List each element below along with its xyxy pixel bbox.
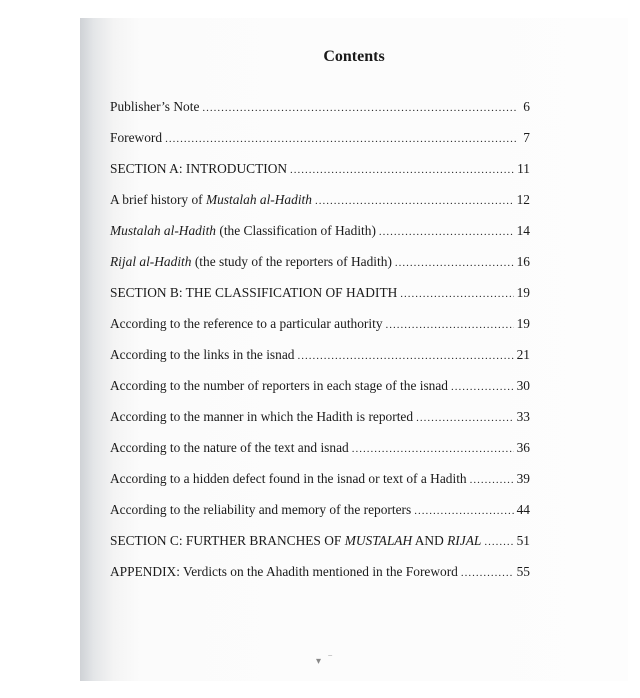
toc-entry-title	[110, 285, 397, 301]
toc-entry	[110, 378, 530, 409]
toc-title-part: Foreword	[110, 130, 163, 145]
toc-page-number: 44	[516, 502, 530, 517]
dot-leader	[386, 319, 514, 331]
toc-title-part: According to the number of reporters in each stage of the isnad	[110, 378, 448, 393]
toc-entry-title	[110, 440, 349, 456]
toc-page-number: 12	[516, 192, 530, 207]
toc-entry	[110, 285, 530, 316]
book-page	[80, 18, 628, 681]
toc-entry-title	[110, 99, 199, 115]
toc-title-part: SECTION C: FURTHER BRANCHES OF	[110, 533, 345, 548]
toc-entry-title	[110, 130, 162, 146]
dot-leader	[352, 443, 514, 455]
dot-leader	[379, 226, 514, 238]
dot-leader	[202, 102, 517, 114]
toc-page-number: 14	[516, 223, 530, 238]
toc-page-number: 19	[516, 316, 530, 331]
toc-entry	[110, 502, 530, 533]
toc-page-number: 33	[516, 409, 530, 424]
toc-title-italic-part: RIJAL	[447, 533, 482, 548]
toc-entry-title	[110, 223, 376, 239]
toc-title-part: AND	[412, 533, 448, 548]
dot-leader	[484, 536, 513, 548]
dot-leader	[461, 567, 514, 579]
toc-page-number: 55	[516, 564, 530, 579]
toc-entry-title	[110, 564, 458, 580]
toc-page-number: 16	[516, 254, 530, 269]
toc-title-part: A brief history of	[110, 192, 206, 207]
toc-title-italic-part: Mustalah al-Hadith	[205, 192, 312, 207]
toc-entry-title	[110, 161, 287, 177]
toc-entry	[110, 471, 530, 502]
toc-entry-title	[110, 316, 383, 332]
toc-entry	[110, 564, 530, 595]
dot-leader	[451, 381, 514, 393]
toc-title-part: (the Classification of Hadith)	[216, 223, 376, 238]
toc-entry-title	[110, 192, 312, 208]
toc-entry	[110, 99, 530, 130]
toc-title-part: According to the nature of the text and isnad	[110, 440, 349, 455]
toc-page-number: 6	[523, 99, 530, 114]
toc-page-number: 51	[516, 533, 530, 548]
toc-title-part: (the study of the reporters of Hadith)	[191, 254, 392, 269]
toc-page-number: 7	[523, 130, 530, 145]
toc-title-part: According to the reference to a particular authority	[110, 316, 383, 331]
dot-leader	[416, 412, 514, 424]
toc-entry	[110, 223, 530, 254]
toc-entry	[110, 409, 530, 440]
toc-title-part: APPENDIX: Verdicts on the Ahadith mentioned in the Foreword	[110, 564, 458, 579]
toc-title-part: SECTION A: INTRODUCTION	[110, 161, 288, 176]
toc-entry-title	[110, 409, 413, 425]
toc-page-number: 36	[516, 440, 530, 455]
toc-entry-title	[110, 378, 448, 394]
toc-page-number: 21	[516, 347, 530, 362]
toc-title-part: SECTION B: THE CLASSIFICATION OF HADITH	[110, 285, 398, 300]
toc-title-italic-part: Rijal al-Hadith	[110, 254, 192, 269]
toc-title-part: According to the manner in which the Hadith is reported	[110, 409, 414, 424]
toc-title-part: According to the reliability and memory of the reporters	[110, 502, 412, 517]
toc-entry	[110, 161, 530, 192]
toc-title-part: According to the links in the isnad	[110, 347, 295, 362]
dot-leader	[165, 133, 517, 145]
page-specks: ▾ ‾	[316, 656, 332, 667]
toc-page-number: 11	[517, 161, 530, 176]
dot-leader	[297, 350, 513, 362]
toc-entry-title	[110, 533, 481, 549]
toc-entry	[110, 440, 530, 471]
toc-page-number: 39	[516, 471, 530, 486]
table-of-contents	[110, 99, 530, 595]
dot-leader	[414, 505, 513, 517]
toc-title-part: Publisher’s Note	[110, 99, 200, 114]
toc-entry	[110, 254, 530, 285]
dot-leader	[400, 288, 513, 300]
toc-title-italic-part: Mustalah al-Hadith	[110, 223, 217, 238]
dot-leader	[315, 195, 514, 207]
dot-leader	[395, 257, 514, 269]
dot-leader	[290, 164, 514, 176]
toc-page-number: 19	[516, 285, 530, 300]
toc-entry	[110, 316, 530, 347]
toc-entry	[110, 192, 530, 223]
toc-entry	[110, 130, 530, 161]
toc-entry-title	[110, 254, 392, 270]
contents-heading: Contents	[323, 48, 385, 65]
toc-entry	[110, 347, 530, 378]
toc-entry-title	[110, 471, 467, 487]
toc-entry-title	[110, 502, 411, 518]
toc-page-number: 30	[516, 378, 530, 393]
toc-title-part: According to a hidden defect found in the isnad or text of a Hadith	[110, 471, 467, 486]
toc-title-italic-part: MUSTALAH	[344, 533, 413, 548]
toc-entry	[110, 533, 530, 564]
dot-leader	[470, 474, 514, 486]
toc-entry-title	[110, 347, 294, 363]
